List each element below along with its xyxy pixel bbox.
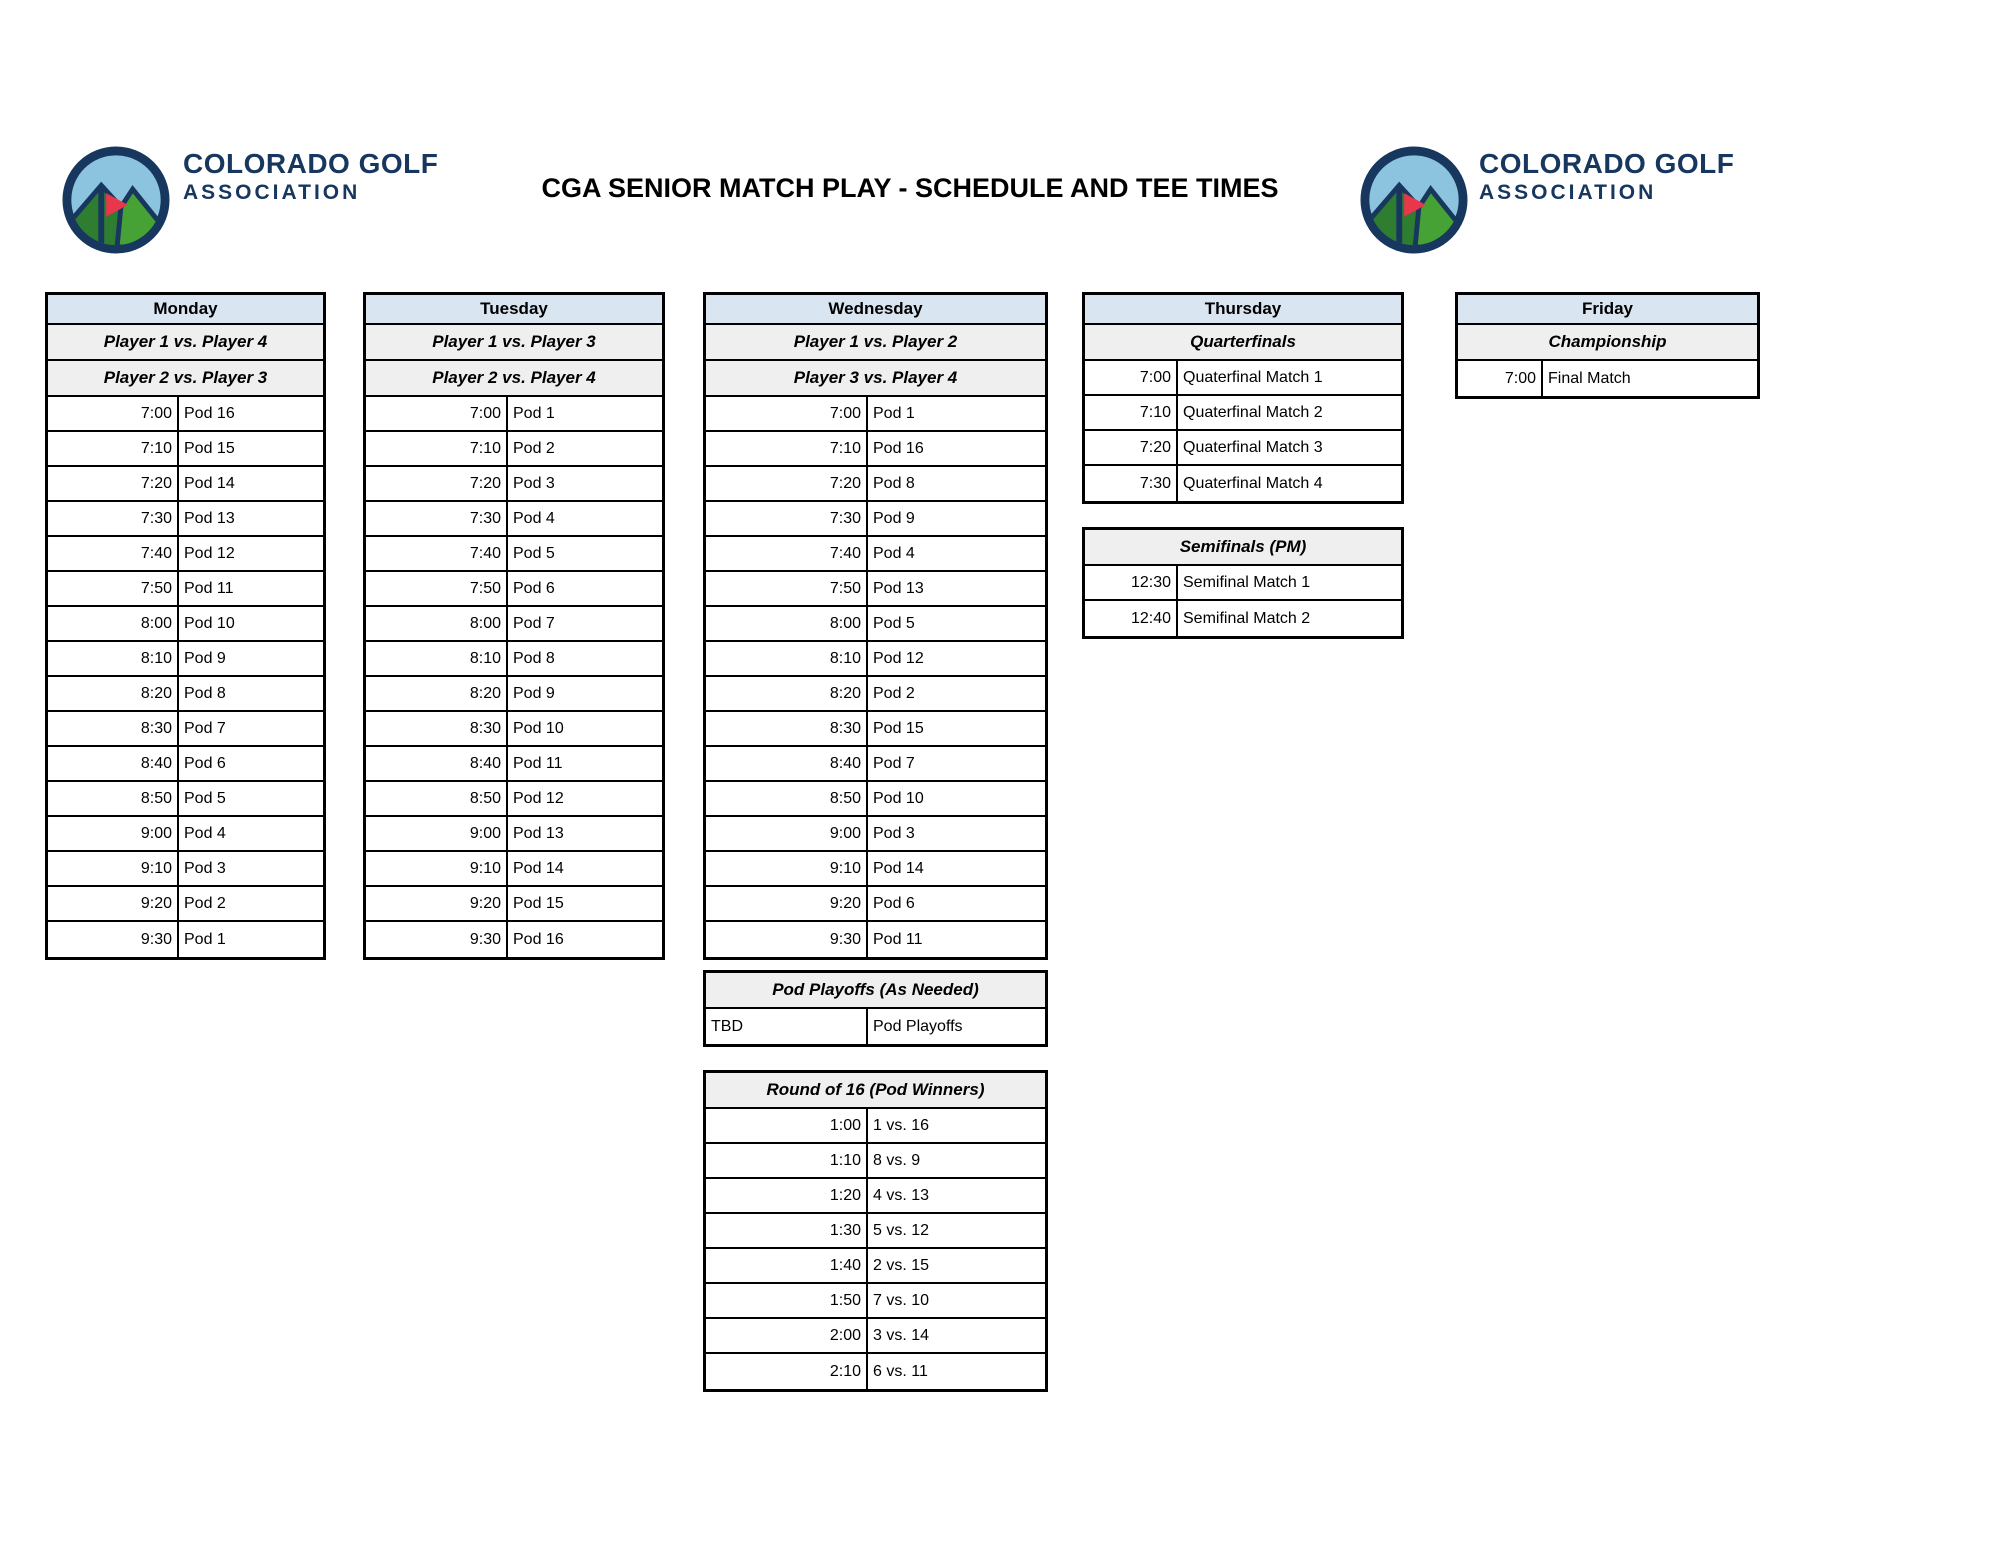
schedule-row <box>1458 361 1757 396</box>
event-cell: Pod 8 <box>513 649 555 667</box>
time-cell: 9:00 <box>706 817 868 850</box>
final-tee-time <box>1458 361 1757 396</box>
schedule-row <box>706 677 1045 712</box>
event-cell: Pod 2 <box>513 439 555 457</box>
schedule-row <box>706 747 1045 782</box>
time-cell: 7:40 <box>48 537 179 570</box>
time-cell: 9:20 <box>706 887 868 920</box>
semifinal-tee-times <box>1085 566 1401 636</box>
schedule-row <box>706 502 1045 537</box>
time-cell: 7:10 <box>366 432 508 465</box>
time-cell: 9:20 <box>48 887 179 920</box>
time-cell: 7:30 <box>48 502 179 535</box>
logo-text-line1: COLORADO GOLF <box>1479 148 1735 179</box>
wednesday-tee-times <box>706 397 1045 957</box>
pod-playoffs-table <box>703 970 1048 1047</box>
tuesday-matchups <box>366 325 662 397</box>
matchup-subheader: Player 1 vs. Player 4 <box>48 325 323 361</box>
schedule-row <box>706 922 1045 957</box>
event-cell: Quaterfinal Match 3 <box>1183 438 1323 456</box>
time-cell: 8:50 <box>706 782 868 815</box>
time-cell: 7:20 <box>366 467 508 500</box>
event-cell: Final Match <box>1548 369 1631 387</box>
schedule-row <box>366 922 662 957</box>
time-cell: 7:00 <box>1085 361 1178 394</box>
pod-playoffs-header: Pod Playoffs (As Needed) <box>706 973 1045 1009</box>
schedule-row <box>366 887 662 922</box>
event-cell: Pod 13 <box>513 824 564 842</box>
time-cell: 9:00 <box>366 817 508 850</box>
event-cell: Pod 11 <box>873 930 923 948</box>
time-cell: 7:50 <box>366 572 508 605</box>
page-title: CGA SENIOR MATCH PLAY - SCHEDULE AND TEE TIMES <box>541 173 1279 203</box>
event-cell: Pod 2 <box>873 684 915 702</box>
schedule-row <box>706 607 1045 642</box>
schedule-row <box>706 537 1045 572</box>
schedule-row <box>1085 566 1401 601</box>
semifinals-header: Semifinals (PM) <box>1085 530 1401 566</box>
schedule-row <box>366 572 662 607</box>
event-cell: 7 vs. 10 <box>873 1291 930 1309</box>
wednesday-matchups <box>706 325 1045 397</box>
monday-tee-times <box>48 397 323 957</box>
event-cell: 1 vs. 16 <box>873 1116 930 1134</box>
time-cell: 1:30 <box>706 1214 868 1247</box>
time-cell: 8:00 <box>48 607 179 640</box>
event-cell: 4 vs. 13 <box>873 1186 930 1204</box>
schedule-row <box>706 1354 1045 1389</box>
time-cell: 7:40 <box>706 537 868 570</box>
cga-logo-icon <box>62 146 170 254</box>
event-cell: Quaterfinal Match 1 <box>1183 368 1323 386</box>
event-cell: Pod 15 <box>873 719 924 737</box>
time-cell: 8:10 <box>48 642 179 675</box>
time-cell: 8:00 <box>706 607 868 640</box>
time-cell: 8:30 <box>366 712 508 745</box>
event-cell: 3 vs. 14 <box>873 1326 930 1344</box>
time-cell: 9:10 <box>48 852 179 885</box>
cga-logo-wordmark <box>183 149 438 204</box>
schedule-row <box>48 397 323 432</box>
time-cell: 12:30 <box>1085 566 1178 599</box>
quarterfinal-tee-times <box>1085 361 1401 501</box>
event-cell: Pod 14 <box>873 859 924 877</box>
schedule-row <box>366 432 662 467</box>
time-cell: 7:10 <box>706 432 868 465</box>
event-cell: Pod 7 <box>513 614 555 632</box>
schedule-row <box>366 782 662 817</box>
tuesday-schedule-table <box>363 292 665 960</box>
schedule-row <box>706 1144 1045 1179</box>
schedule-row <box>706 642 1045 677</box>
time-cell: 9:30 <box>706 922 868 957</box>
event-cell: Pod 4 <box>873 544 915 562</box>
time-cell: 7:00 <box>1458 361 1543 396</box>
schedule-row <box>48 817 323 852</box>
event-cell: Pod Playoffs <box>873 1017 963 1035</box>
event-cell: Pod 14 <box>184 474 235 492</box>
time-cell: TBD <box>706 1009 868 1044</box>
event-cell: Pod 13 <box>184 509 235 527</box>
event-cell: 5 vs. 12 <box>873 1221 930 1239</box>
event-cell: Pod 12 <box>513 789 564 807</box>
schedule-row <box>48 782 323 817</box>
matchup-subheader: Player 1 vs. Player 3 <box>366 325 662 361</box>
time-cell: 9:10 <box>706 852 868 885</box>
schedule-row <box>1085 361 1401 396</box>
event-cell: Pod 6 <box>513 579 555 597</box>
schedule-row <box>48 607 323 642</box>
event-cell: Pod 1 <box>513 404 555 422</box>
schedule-row <box>48 537 323 572</box>
schedule-row <box>366 677 662 712</box>
event-cell: Pod 10 <box>513 719 564 737</box>
time-cell: 7:20 <box>48 467 179 500</box>
day-header-tuesday: Tuesday <box>366 295 662 325</box>
time-cell: 7:00 <box>706 397 868 430</box>
time-cell: 7:20 <box>1085 431 1178 464</box>
schedule-row <box>366 852 662 887</box>
schedule-row <box>706 1179 1045 1214</box>
event-cell: Pod 3 <box>513 474 555 492</box>
event-cell: Pod 5 <box>513 544 555 562</box>
time-cell: 7:30 <box>1085 466 1178 501</box>
event-cell: Pod 5 <box>873 614 915 632</box>
time-cell: 8:30 <box>48 712 179 745</box>
schedule-row <box>48 502 323 537</box>
cga-logo-icon <box>1360 146 1468 254</box>
schedule-row <box>48 852 323 887</box>
time-cell: 8:20 <box>366 677 508 710</box>
event-cell: Pod 9 <box>513 684 555 702</box>
event-cell: Pod 5 <box>184 789 226 807</box>
time-cell: 8:40 <box>48 747 179 780</box>
event-cell: Pod 6 <box>873 894 915 912</box>
time-cell: 8:00 <box>366 607 508 640</box>
schedule-row <box>48 922 323 957</box>
event-cell: Pod 3 <box>184 859 226 877</box>
event-cell: Pod 15 <box>513 894 564 912</box>
time-cell: 2:10 <box>706 1354 868 1389</box>
event-cell: Semifinal Match 1 <box>1183 573 1311 591</box>
time-cell: 1:50 <box>706 1284 868 1317</box>
cga-logo-wordmark <box>1479 149 1734 204</box>
pod-playoffs-rows <box>706 1009 1045 1044</box>
logo-text-line1: COLORADO GOLF <box>183 148 439 179</box>
event-cell: Pod 16 <box>513 930 564 948</box>
schedule-row <box>706 1319 1045 1354</box>
logo-text-line2: ASSOCIATION <box>1479 181 1657 205</box>
time-cell: 8:10 <box>366 642 508 675</box>
time-cell: 8:40 <box>366 747 508 780</box>
schedule-row <box>366 537 662 572</box>
schedule-row <box>48 432 323 467</box>
time-cell: 8:50 <box>48 782 179 815</box>
time-cell: 9:10 <box>366 852 508 885</box>
time-cell: 8:10 <box>706 642 868 675</box>
time-cell: 7:30 <box>366 502 508 535</box>
time-cell: 9:00 <box>48 817 179 850</box>
time-cell: 1:20 <box>706 1179 868 1212</box>
time-cell: 9:30 <box>366 922 508 957</box>
matchup-subheader: Championship <box>1458 325 1757 361</box>
matchup-subheader: Player 2 vs. Player 3 <box>48 361 323 397</box>
event-cell: Pod 9 <box>873 509 915 527</box>
schedule-row <box>366 642 662 677</box>
schedule-row <box>48 467 323 502</box>
schedule-row <box>48 572 323 607</box>
friday-schedule-table <box>1455 292 1760 399</box>
event-cell: Pod 8 <box>184 684 226 702</box>
event-cell: Pod 16 <box>184 404 235 422</box>
schedule-row <box>366 502 662 537</box>
day-header-thursday: Thursday <box>1085 295 1401 325</box>
time-cell: 7:30 <box>706 502 868 535</box>
event-cell: Pod 11 <box>513 754 563 772</box>
schedule-row <box>706 1214 1045 1249</box>
schedule-row <box>706 432 1045 467</box>
time-cell: 9:30 <box>48 922 179 957</box>
time-cell: 12:40 <box>1085 601 1178 636</box>
matchup-subheader: Player 2 vs. Player 4 <box>366 361 662 397</box>
time-cell: 7:20 <box>706 467 868 500</box>
time-cell: 7:00 <box>366 397 508 430</box>
time-cell: 7:10 <box>1085 396 1178 429</box>
schedule-row <box>706 1249 1045 1284</box>
schedule-row <box>706 887 1045 922</box>
event-cell: Pod 4 <box>184 824 226 842</box>
schedule-row <box>706 852 1045 887</box>
event-cell: Pod 4 <box>513 509 555 527</box>
day-header-friday: Friday <box>1458 295 1757 325</box>
day-header-wednesday: Wednesday <box>706 295 1045 325</box>
event-cell: Pod 10 <box>184 614 235 632</box>
matchup-subheader: Player 1 vs. Player 2 <box>706 325 1045 361</box>
schedule-row <box>706 467 1045 502</box>
tuesday-tee-times <box>366 397 662 957</box>
schedule-row <box>1085 601 1401 636</box>
friday-round-label <box>1458 325 1757 361</box>
event-cell: Pod 3 <box>873 824 915 842</box>
time-cell: 1:00 <box>706 1109 868 1142</box>
logo-text-line2: ASSOCIATION <box>183 181 361 205</box>
time-cell: 7:50 <box>48 572 179 605</box>
event-cell: Pod 6 <box>184 754 226 772</box>
schedule-row <box>706 1284 1045 1319</box>
event-cell: 8 vs. 9 <box>873 1151 921 1169</box>
schedule-row <box>48 887 323 922</box>
event-cell: Pod 15 <box>184 439 235 457</box>
schedule-row <box>706 1009 1045 1044</box>
schedule-row <box>706 1109 1045 1144</box>
event-cell: Pod 8 <box>873 474 915 492</box>
matchup-subheader: Player 3 vs. Player 4 <box>706 361 1045 397</box>
monday-matchups <box>48 325 323 397</box>
event-cell: Pod 7 <box>873 754 915 772</box>
monday-schedule-table <box>45 292 326 960</box>
schedule-row <box>48 642 323 677</box>
time-cell: 8:20 <box>706 677 868 710</box>
matchup-subheader: Quarterfinals <box>1085 325 1401 361</box>
round-of-16-tee-times <box>706 1109 1045 1389</box>
schedule-row <box>1085 396 1401 431</box>
schedule-row <box>366 712 662 747</box>
event-cell: Pod 7 <box>184 719 226 737</box>
event-cell: Pod 14 <box>513 859 564 877</box>
event-cell: Pod 11 <box>184 579 234 597</box>
time-cell: 2:00 <box>706 1319 868 1352</box>
round-of-16-table <box>703 1070 1048 1392</box>
event-cell: Pod 12 <box>873 649 924 667</box>
event-cell: Pod 10 <box>873 789 924 807</box>
schedule-row <box>706 572 1045 607</box>
thursday-schedule-table <box>1082 292 1404 504</box>
time-cell: 1:10 <box>706 1144 868 1177</box>
event-cell: Pod 1 <box>873 404 915 422</box>
time-cell: 8:40 <box>706 747 868 780</box>
semifinals-table <box>1082 527 1404 639</box>
round-of-16-header: Round of 16 (Pod Winners) <box>706 1073 1045 1109</box>
time-cell: 8:20 <box>48 677 179 710</box>
schedule-row <box>706 782 1045 817</box>
schedule-row <box>366 467 662 502</box>
schedule-row <box>48 712 323 747</box>
thursday-round-label <box>1085 325 1401 361</box>
time-cell: 8:30 <box>706 712 868 745</box>
event-cell: Pod 2 <box>184 894 226 912</box>
schedule-row <box>366 607 662 642</box>
time-cell: 7:10 <box>48 432 179 465</box>
time-cell: 8:50 <box>366 782 508 815</box>
schedule-row <box>366 397 662 432</box>
time-cell: 9:20 <box>366 887 508 920</box>
event-cell: Pod 9 <box>184 649 226 667</box>
schedule-row <box>366 817 662 852</box>
schedule-row <box>366 747 662 782</box>
event-cell: Pod 1 <box>184 930 226 948</box>
time-cell: 7:00 <box>48 397 179 430</box>
time-cell: 7:50 <box>706 572 868 605</box>
wednesday-schedule-table <box>703 292 1048 960</box>
event-cell: 6 vs. 11 <box>873 1362 928 1380</box>
schedule-row <box>706 712 1045 747</box>
event-cell: Quaterfinal Match 4 <box>1183 474 1323 492</box>
event-cell: Pod 13 <box>873 579 924 597</box>
event-cell: Pod 16 <box>873 439 924 457</box>
event-cell: Semifinal Match 2 <box>1183 609 1311 627</box>
time-cell: 7:40 <box>366 537 508 570</box>
time-cell: 1:40 <box>706 1249 868 1282</box>
day-header-monday: Monday <box>48 295 323 325</box>
event-cell: Pod 12 <box>184 544 235 562</box>
schedule-row <box>706 397 1045 432</box>
event-cell: 2 vs. 15 <box>873 1256 930 1274</box>
schedule-row <box>1085 431 1401 466</box>
schedule-row <box>48 747 323 782</box>
event-cell: Quaterfinal Match 2 <box>1183 403 1323 421</box>
schedule-row <box>48 677 323 712</box>
schedule-row <box>706 817 1045 852</box>
schedule-row <box>1085 466 1401 501</box>
